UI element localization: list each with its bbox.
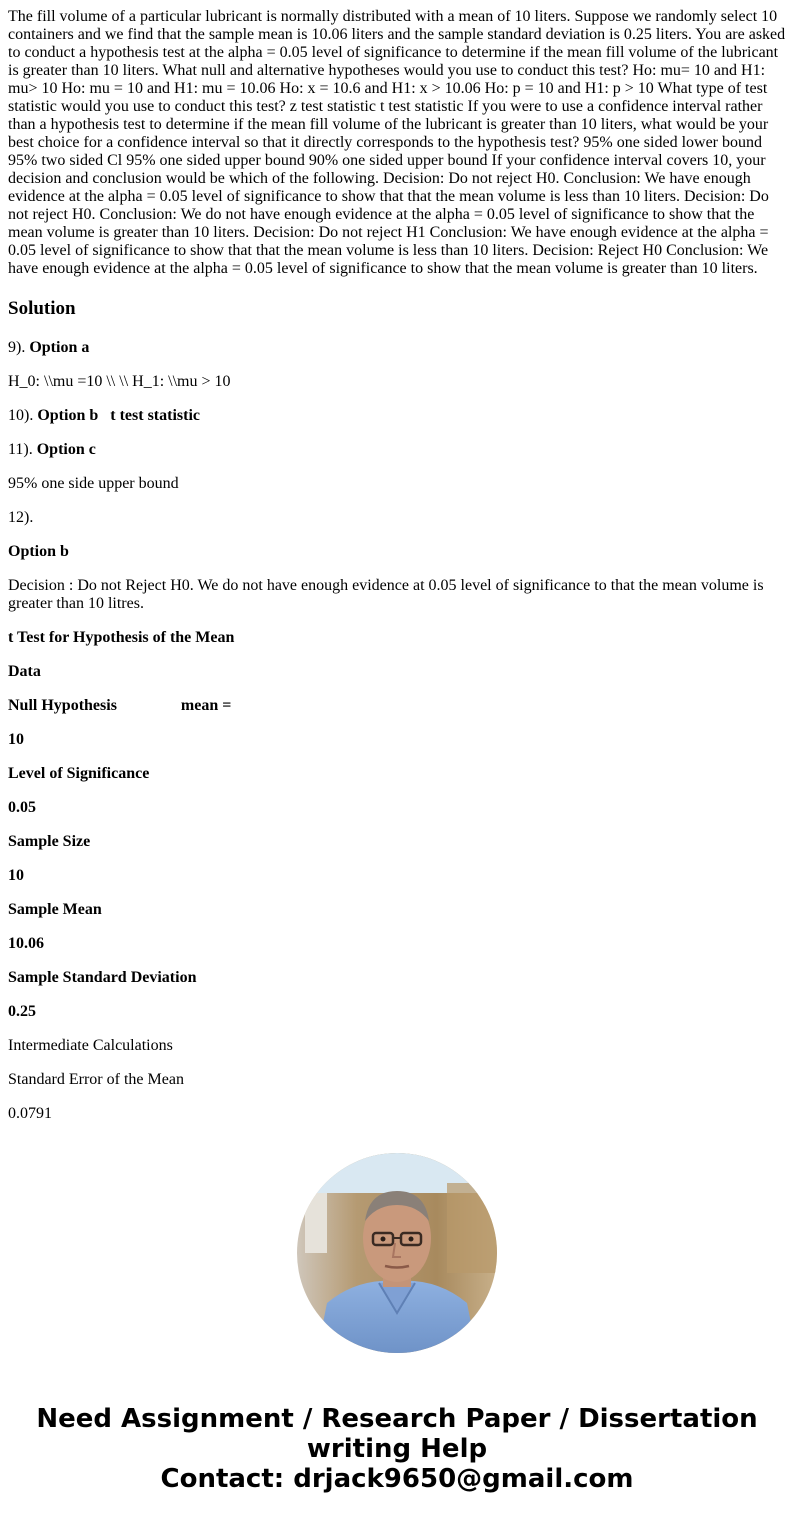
sample-sd-label: Sample Standard Deviation — [8, 969, 197, 986]
standard-error-value: 0.0791 — [8, 1105, 52, 1122]
answer-10-option: Option b — [37, 407, 99, 424]
table-title: t Test for Hypothesis of the Mean — [8, 629, 235, 646]
answer-12-option: Option b — [8, 543, 69, 560]
answer-10-prefix: 10). — [8, 407, 38, 424]
null-hypothesis-row — [8, 697, 786, 715]
sample-mean-label: Sample Mean — [8, 901, 102, 918]
sample-mean-value: 10.06 — [8, 935, 44, 952]
question-text: The fill volume of a particular lubricant is normally distributed with a mean of 10 liters. Suppose we randomly select 10 containers and we find that the sample mean is 10.06 liters and the sample standard deviation is 0.25 liters. You are asked to conduct a hypothesis test at the alpha = 0.05 level of significance to determine if the mean fill volume of the lubricant is greater than 10 liters. What null and alternative hypotheses would you use to conduct this test? Ho: mu= 10 and H1: mu> 10 Ho: mu = 10 and H1: mu = 10.06 Ho: x = 10.6 and H1: x > 10.06 Ho: p = 10 and H1: p > 10 What type of test statistic would you use to conduct this test? z test statistic t test statistic If you were to use a confidence interval rather than a hypothesis test to determine if the mean fill volume of the lubricant is greater than 10 liters, what would be your best choice for a confidence interval so that it directly corresponds to the hypothesis test? 95% one sided lower bound 95% two sided Cl 95% one sided upper bound 90% one sided upper bound If your confidence interval covers 10, your decision and conclusion would be which of the following. Decision: Do not reject H0. Conclusion: We have enough evidence at the alpha = 0.05 level of significance to show that that the mean volume is less than 10 liters. Decision: Do not reject H0. Conclusion: We do not have enough evidence at the alpha = 0.05 level of significance to show that the mean volume is greater than 10 liters. Decision: Do not reject H1 Conclusion: We have enough evidence at the alpha = 0.05 level of significance to show that that the mean volume is less than 10 liters. Decision: Reject H0 Conclusion: We have enough evidence at the alpha = 0.05 level of significance to show that the mean volume is greater than 10 liters. — [8, 8, 786, 277]
sample-size-label: Sample Size — [8, 833, 91, 850]
author-avatar — [297, 1153, 497, 1353]
solution-heading: Solution — [8, 298, 76, 319]
footer-contact: Contact: drjack9650@gmail.com — [160, 1464, 634, 1494]
answer-9-hypotheses: H_0: \\mu =10 \\ \\ H_1: \\mu > 10 — [8, 373, 231, 390]
answer-11-prefix: 11). — [8, 441, 37, 458]
sample-sd-value: 0.25 — [8, 1003, 36, 1020]
author-portrait-icon — [297, 1153, 497, 1353]
answer-9 — [8, 339, 786, 357]
null-hypothesis-value: 10 — [8, 731, 24, 748]
answer-12-option-line — [8, 543, 786, 561]
standard-error-label: Standard Error of the Mean — [8, 1071, 184, 1088]
table-data-label: Data — [8, 663, 41, 680]
answer-9-prefix: 9). — [8, 339, 30, 356]
sample-size-value: 10 — [8, 867, 24, 884]
contact-footer — [0, 1404, 794, 1494]
answer-11-detail: 95% one side upper bound — [8, 475, 179, 492]
answer-10-detail: t test statistic — [110, 407, 200, 424]
null-hypothesis-label: Null Hypothesis — [8, 697, 117, 714]
alpha-label: Level of Significance — [8, 765, 150, 782]
null-hypothesis-suffix: mean = — [180, 697, 232, 714]
answer-10 — [8, 407, 786, 425]
answer-12-prefix: 12). — [8, 509, 34, 526]
answer-11-option: Option c — [36, 441, 96, 458]
footer-line-1: Need Assignment / Research Paper / Dissertation — [36, 1404, 758, 1434]
answer-9-option: Option a — [29, 339, 90, 356]
answer-12-decision: Decision : Do not Reject H0. We do not have enough evidence at 0.05 level of significance to that the mean volume is greater than 10 litres. — [8, 577, 764, 612]
alpha-value: 0.05 — [8, 799, 36, 816]
intermediate-label: Intermediate Calculations — [8, 1037, 173, 1054]
answer-11 — [8, 441, 786, 459]
footer-line-2: writing Help — [306, 1434, 488, 1464]
